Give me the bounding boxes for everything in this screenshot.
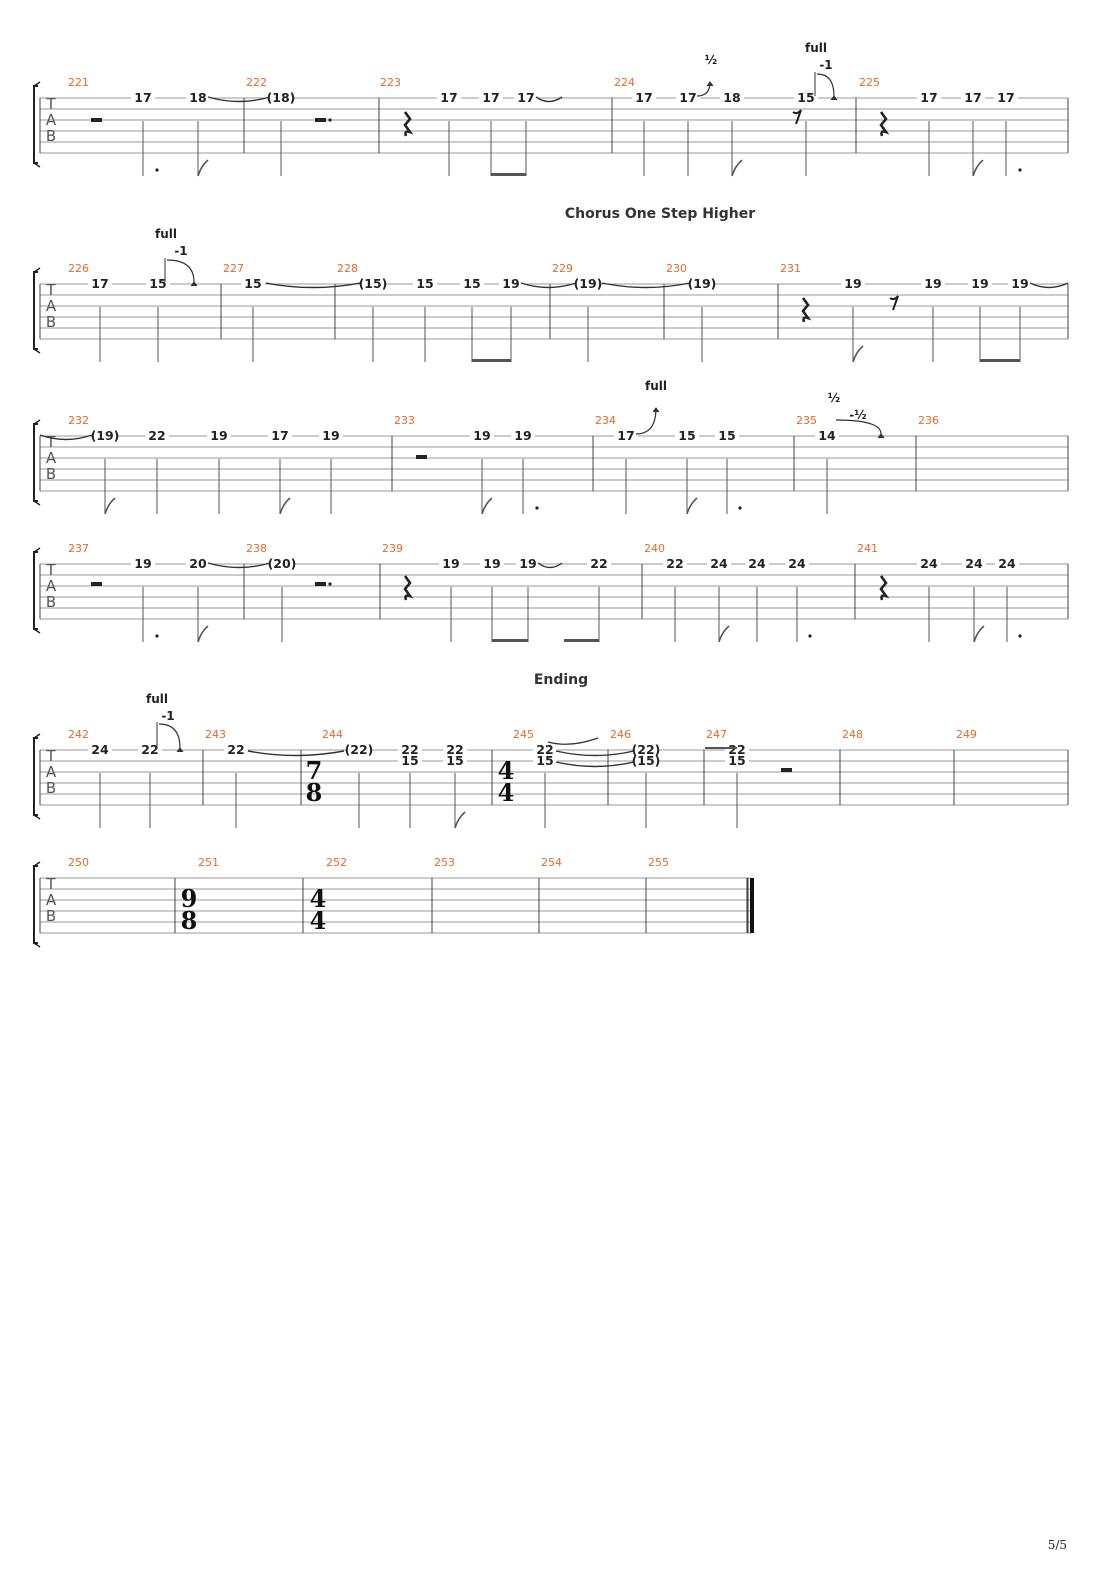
measure-number: 237 bbox=[68, 542, 89, 555]
measure-number: 249 bbox=[956, 728, 977, 741]
tab-clef-a: A bbox=[45, 449, 57, 467]
fret-number: 19 bbox=[134, 556, 152, 571]
fret-number: 14 bbox=[818, 428, 836, 443]
staff-system bbox=[34, 542, 1068, 642]
note-flag bbox=[687, 498, 697, 514]
fret-number: 22 bbox=[666, 556, 684, 571]
quarter-rest bbox=[881, 576, 886, 600]
fret-number: 17 bbox=[635, 90, 653, 105]
note-flag bbox=[973, 160, 983, 176]
measure-number: 223 bbox=[380, 76, 401, 89]
bend-annotation: full bbox=[645, 379, 667, 393]
tab-clef-t: T bbox=[46, 433, 56, 451]
measure-number: 235 bbox=[796, 414, 817, 427]
fret-number: 19 bbox=[1011, 276, 1029, 291]
slide-mark bbox=[548, 738, 598, 744]
measure-number: 244 bbox=[322, 728, 343, 741]
bend-annotation: full bbox=[146, 692, 168, 706]
note-flag bbox=[974, 626, 984, 642]
half-rest bbox=[416, 455, 427, 459]
tab-clef-a: A bbox=[45, 297, 57, 315]
tie bbox=[556, 751, 634, 756]
dot bbox=[155, 168, 158, 171]
measure-number: 241 bbox=[857, 542, 878, 555]
bend-arrow bbox=[817, 74, 834, 96]
measure-number: 228 bbox=[337, 262, 358, 275]
measure-number: 224 bbox=[614, 76, 635, 89]
fret-number: 17 bbox=[679, 90, 697, 105]
fret-number: 17 bbox=[134, 90, 152, 105]
fret-number: 22 bbox=[401, 742, 419, 757]
bend-arrow-head bbox=[707, 82, 713, 86]
fret-number: 17 bbox=[517, 90, 535, 105]
note-flag bbox=[455, 812, 465, 828]
bend-annotation: -1 bbox=[174, 244, 188, 258]
tab-clef-b: B bbox=[45, 127, 57, 145]
note-flag bbox=[198, 626, 208, 642]
bend-annotation: full bbox=[805, 41, 827, 55]
measure-number: 229 bbox=[552, 262, 573, 275]
eighth-rest bbox=[890, 296, 898, 310]
fret-number: 22 bbox=[141, 742, 159, 757]
bend-arrow bbox=[159, 724, 180, 748]
half-rest bbox=[315, 582, 326, 586]
tab-clef-a: A bbox=[45, 111, 57, 129]
half-rest bbox=[91, 118, 102, 122]
fret-number: (22) bbox=[344, 742, 374, 757]
fret-number: 22 bbox=[446, 742, 464, 757]
quarter-rest bbox=[881, 112, 886, 136]
dot bbox=[535, 506, 538, 509]
section-heading: Ending bbox=[533, 672, 589, 688]
time-signature-top: 4 bbox=[497, 756, 515, 785]
measure-number: 225 bbox=[859, 76, 880, 89]
fret-number: 24 bbox=[965, 556, 983, 571]
note-flag bbox=[482, 498, 492, 514]
fret-number: (19) bbox=[90, 428, 120, 443]
measure-number: 232 bbox=[68, 414, 89, 427]
fret-number: 24 bbox=[710, 556, 728, 571]
staff-bracket bbox=[34, 86, 38, 163]
staff-system bbox=[34, 41, 1068, 176]
measure-number: 227 bbox=[223, 262, 244, 275]
fret-number: 19 bbox=[519, 556, 537, 571]
staff-system bbox=[34, 379, 1068, 514]
fret-number: 22 bbox=[728, 742, 746, 757]
dot bbox=[155, 634, 158, 637]
fret-number: (18) bbox=[266, 90, 296, 105]
fret-number: 17 bbox=[964, 90, 982, 105]
section-heading: Chorus One Step Higher bbox=[564, 206, 756, 222]
measure-number: 221 bbox=[68, 76, 89, 89]
fret-number: (15) bbox=[631, 753, 661, 768]
staff-bracket bbox=[34, 424, 38, 501]
bend-annotation: ½ bbox=[704, 53, 718, 67]
half-rest bbox=[781, 768, 792, 772]
fret-number: 19 bbox=[322, 428, 340, 443]
bend-annotation: -½ bbox=[849, 408, 867, 422]
tab-clef-t: T bbox=[46, 561, 56, 579]
tab-clef-a: A bbox=[45, 577, 57, 595]
fret-number: 19 bbox=[483, 556, 501, 571]
measure-number: 255 bbox=[648, 856, 669, 869]
fret-number: 24 bbox=[91, 742, 109, 757]
quarter-rest bbox=[405, 112, 410, 136]
bend-arrow-head bbox=[191, 282, 197, 286]
bend-arrow-head bbox=[878, 434, 884, 438]
bend-arrow-head bbox=[653, 408, 659, 412]
dot bbox=[328, 582, 331, 585]
note-flag bbox=[732, 160, 742, 176]
tie bbox=[556, 762, 634, 767]
measure-number: 248 bbox=[842, 728, 863, 741]
tab-clef-b: B bbox=[45, 313, 57, 331]
dot bbox=[738, 506, 741, 509]
fret-number: 18 bbox=[189, 90, 207, 105]
fret-number: (15) bbox=[358, 276, 388, 291]
staff-bracket bbox=[34, 866, 38, 943]
fret-number: 19 bbox=[971, 276, 989, 291]
measure-number: 238 bbox=[246, 542, 267, 555]
fret-number: (19) bbox=[573, 276, 603, 291]
time-signature-bottom: 8 bbox=[305, 778, 323, 807]
measure-number: 222 bbox=[246, 76, 267, 89]
page-number: 5/5 bbox=[1047, 1538, 1067, 1552]
staff-system bbox=[34, 672, 1068, 828]
fret-number: 19 bbox=[514, 428, 532, 443]
fret-number: 19 bbox=[442, 556, 460, 571]
note-flag bbox=[280, 498, 290, 514]
fret-number: 18 bbox=[723, 90, 741, 105]
tab-clef-b: B bbox=[45, 907, 57, 925]
fret-number: 22 bbox=[148, 428, 166, 443]
tab-clef-t: T bbox=[46, 281, 56, 299]
fret-number: 15 bbox=[797, 90, 815, 105]
note-flag bbox=[198, 160, 208, 176]
dot bbox=[1018, 634, 1021, 637]
measure-number: 233 bbox=[394, 414, 415, 427]
fret-number: 19 bbox=[502, 276, 520, 291]
bend-arrow bbox=[836, 420, 881, 434]
fret-number: 17 bbox=[482, 90, 500, 105]
bend-annotation: full bbox=[155, 227, 177, 241]
measure-number: 247 bbox=[706, 728, 727, 741]
fret-number: 15 bbox=[149, 276, 167, 291]
fret-number: 17 bbox=[440, 90, 458, 105]
bend-arrow-head bbox=[177, 748, 183, 752]
tab-clef-b: B bbox=[45, 779, 57, 797]
fret-number: 19 bbox=[210, 428, 228, 443]
note-flag bbox=[853, 346, 863, 362]
fret-number: 15 bbox=[401, 753, 419, 768]
measure-number: 226 bbox=[68, 262, 89, 275]
tab-clef-b: B bbox=[45, 465, 57, 483]
measure-number: 254 bbox=[541, 856, 562, 869]
fret-number: 24 bbox=[920, 556, 938, 571]
fret-number: 19 bbox=[924, 276, 942, 291]
dot bbox=[808, 634, 811, 637]
time-signature-bottom: 4 bbox=[309, 906, 327, 935]
measure-number: 245 bbox=[513, 728, 534, 741]
fret-number: 15 bbox=[536, 753, 554, 768]
fret-number: 24 bbox=[998, 556, 1016, 571]
time-signature-top: 9 bbox=[180, 884, 198, 913]
fret-number: 15 bbox=[718, 428, 736, 443]
staff-bracket bbox=[34, 552, 38, 629]
fret-number: (20) bbox=[267, 556, 297, 571]
note-flag bbox=[105, 498, 115, 514]
fret-number: (19) bbox=[687, 276, 717, 291]
measure-number: 234 bbox=[595, 414, 616, 427]
tab-clef-b: B bbox=[45, 593, 57, 611]
measure-number: 252 bbox=[326, 856, 347, 869]
fret-number: 24 bbox=[788, 556, 806, 571]
bend-arrow bbox=[167, 260, 194, 282]
half-rest bbox=[91, 582, 102, 586]
half-rest bbox=[315, 118, 326, 122]
fret-number: 15 bbox=[678, 428, 696, 443]
fret-number: 17 bbox=[617, 428, 635, 443]
quarter-rest bbox=[405, 576, 410, 600]
fret-number: 24 bbox=[748, 556, 766, 571]
fret-number: 15 bbox=[463, 276, 481, 291]
tie bbox=[248, 751, 344, 756]
bend-annotation: -1 bbox=[819, 58, 833, 72]
fret-number: 19 bbox=[473, 428, 491, 443]
staff-system bbox=[34, 206, 1068, 362]
fret-number: 15 bbox=[416, 276, 434, 291]
note-flag bbox=[719, 626, 729, 642]
fret-number: 19 bbox=[844, 276, 862, 291]
measure-number: 231 bbox=[780, 262, 801, 275]
fret-number: 20 bbox=[189, 556, 207, 571]
fret-number: 17 bbox=[920, 90, 938, 105]
bend-arrow-head bbox=[831, 96, 837, 100]
dot bbox=[328, 118, 331, 121]
fret-number: 17 bbox=[271, 428, 289, 443]
tab-clef-a: A bbox=[45, 763, 57, 781]
measure-number: 240 bbox=[644, 542, 665, 555]
measure-number: 230 bbox=[666, 262, 687, 275]
staff-bracket bbox=[34, 272, 38, 349]
measure-number: 251 bbox=[198, 856, 219, 869]
beam bbox=[492, 639, 528, 642]
fret-number: 22 bbox=[227, 742, 245, 757]
tab-clef-t: T bbox=[46, 95, 56, 113]
fret-number: 22 bbox=[590, 556, 608, 571]
fret-number: (22) bbox=[631, 742, 661, 757]
measure-number: 250 bbox=[68, 856, 89, 869]
beam bbox=[564, 639, 599, 642]
tab-clef-a: A bbox=[45, 891, 57, 909]
fret-number: 15 bbox=[728, 753, 746, 768]
tab-clef-t: T bbox=[46, 875, 56, 893]
quarter-rest bbox=[803, 298, 808, 322]
fret-number: 15 bbox=[446, 753, 464, 768]
time-signature-bottom: 4 bbox=[497, 778, 515, 807]
eighth-rest bbox=[793, 110, 801, 124]
fret-number: 17 bbox=[91, 276, 109, 291]
final-barline-thick bbox=[750, 878, 754, 933]
fret-number: 15 bbox=[244, 276, 262, 291]
fret-number: 17 bbox=[997, 90, 1015, 105]
staff-bracket bbox=[34, 738, 38, 815]
measure-number: 239 bbox=[382, 542, 403, 555]
beam bbox=[980, 359, 1020, 362]
tab-clef-t: T bbox=[46, 747, 56, 765]
measure-number: 236 bbox=[918, 414, 939, 427]
bend-annotation: -1 bbox=[161, 709, 175, 723]
staff-system bbox=[34, 856, 754, 947]
measure-number: 242 bbox=[68, 728, 89, 741]
fret-number: 22 bbox=[536, 742, 554, 757]
bend-annotation: ½ bbox=[827, 391, 841, 405]
time-signature-top: 7 bbox=[305, 756, 323, 785]
measure-number: 243 bbox=[205, 728, 226, 741]
dot bbox=[1018, 168, 1021, 171]
measure-number: 253 bbox=[434, 856, 455, 869]
measure-number: 246 bbox=[610, 728, 631, 741]
time-signature-bottom: 8 bbox=[180, 906, 198, 935]
beam bbox=[491, 173, 526, 176]
time-signature-top: 4 bbox=[309, 884, 327, 913]
beam bbox=[472, 359, 511, 362]
